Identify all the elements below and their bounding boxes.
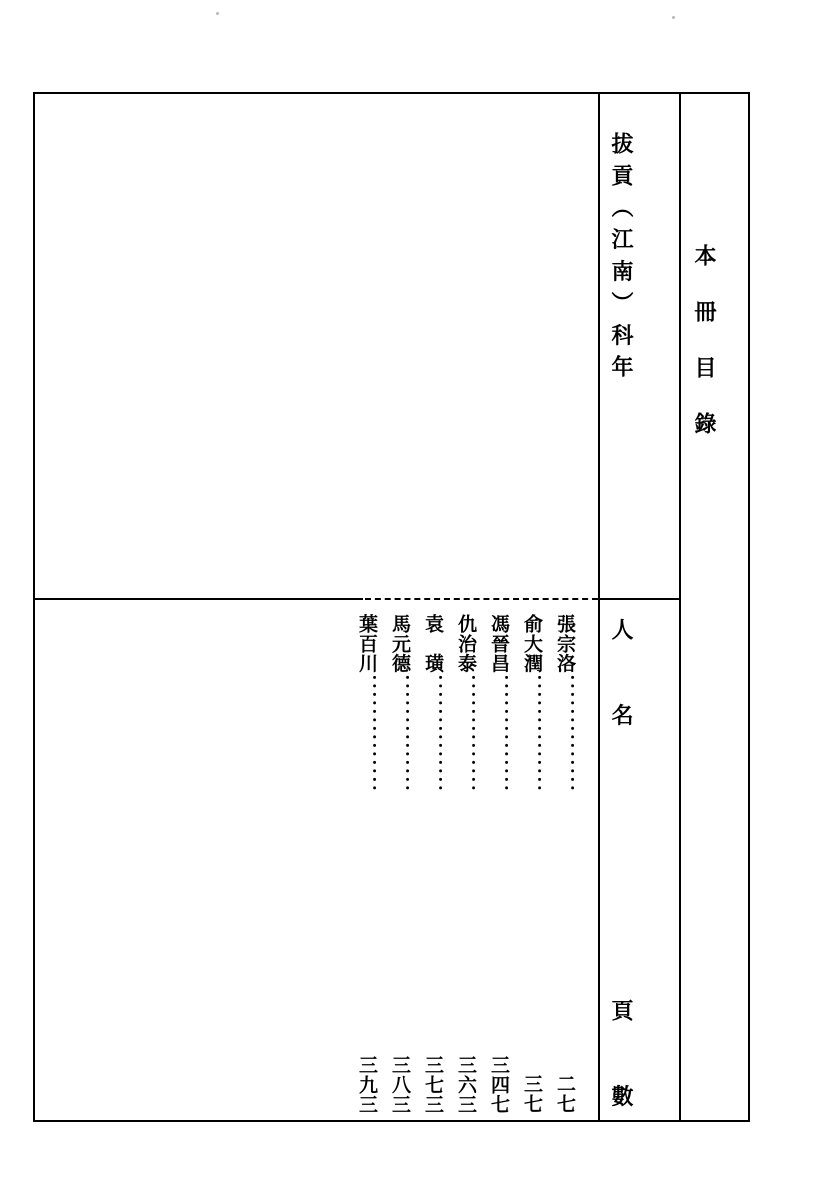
toc-entry[interactable] — [518, 614, 544, 1114]
entry-page-number: 三九三 — [355, 1054, 378, 1114]
entry-page-number: 二七 — [553, 1074, 576, 1114]
toc-entry[interactable] — [386, 614, 412, 1114]
entry-leader-dots: ．．．．．．．．．．．．．． — [488, 675, 509, 803]
toc-entry[interactable] — [452, 614, 478, 1114]
row-divider — [33, 598, 363, 600]
entry-name: 馮晉昌 — [487, 614, 510, 674]
entry-name: 袁 璜 — [421, 614, 444, 674]
toc-entry[interactable] — [551, 614, 577, 1114]
entry-page-number: 三八三 — [388, 1054, 411, 1114]
subject-column-header: 拔貢（江南）科年 — [608, 132, 634, 388]
entry-name: 仇治泰 — [454, 614, 477, 674]
entry-page-number: 三七 — [520, 1074, 543, 1114]
toc-entry[interactable] — [419, 614, 445, 1114]
scan-speck — [216, 12, 219, 15]
entry-name: 馬元德 — [388, 614, 411, 674]
toc-entry[interactable] — [485, 614, 511, 1114]
entry-page-number: 三四七 — [487, 1054, 510, 1114]
column-divider — [679, 94, 681, 1120]
entry-name: 張宗洛 — [553, 614, 576, 674]
toc-table — [33, 92, 750, 1128]
entry-leader-dots: ．．．．．．．．．．．．．． — [554, 675, 575, 803]
toc-entry[interactable] — [353, 614, 379, 1114]
row-divider — [598, 598, 681, 600]
column-divider — [598, 94, 600, 1120]
book-title: 本冊目錄 — [691, 244, 717, 469]
scan-speck — [672, 16, 675, 19]
entry-page-number: 三七三 — [421, 1054, 444, 1114]
entry-page-number: 三六三 — [454, 1054, 477, 1114]
row-divider-dashed — [365, 598, 598, 600]
entry-leader-dots: ．．．．．．．．．．．．．． — [389, 675, 410, 803]
entry-leader-dots: ．．．．．．．．．．．．．． — [356, 675, 377, 803]
entry-leader-dots: ．．．．．．．．．．．．．． — [521, 675, 542, 803]
entry-name: 俞大潤 — [520, 614, 543, 674]
entry-name: 葉百川 — [355, 614, 378, 674]
entry-leader-dots: ．．．．．．．．．．．．．． — [422, 675, 443, 803]
column-header-page: 頁 數 — [608, 999, 634, 1128]
entry-leader-dots: ．．．．．．．．．．．．．． — [455, 675, 476, 803]
column-header-name: 人 名 — [608, 618, 634, 747]
